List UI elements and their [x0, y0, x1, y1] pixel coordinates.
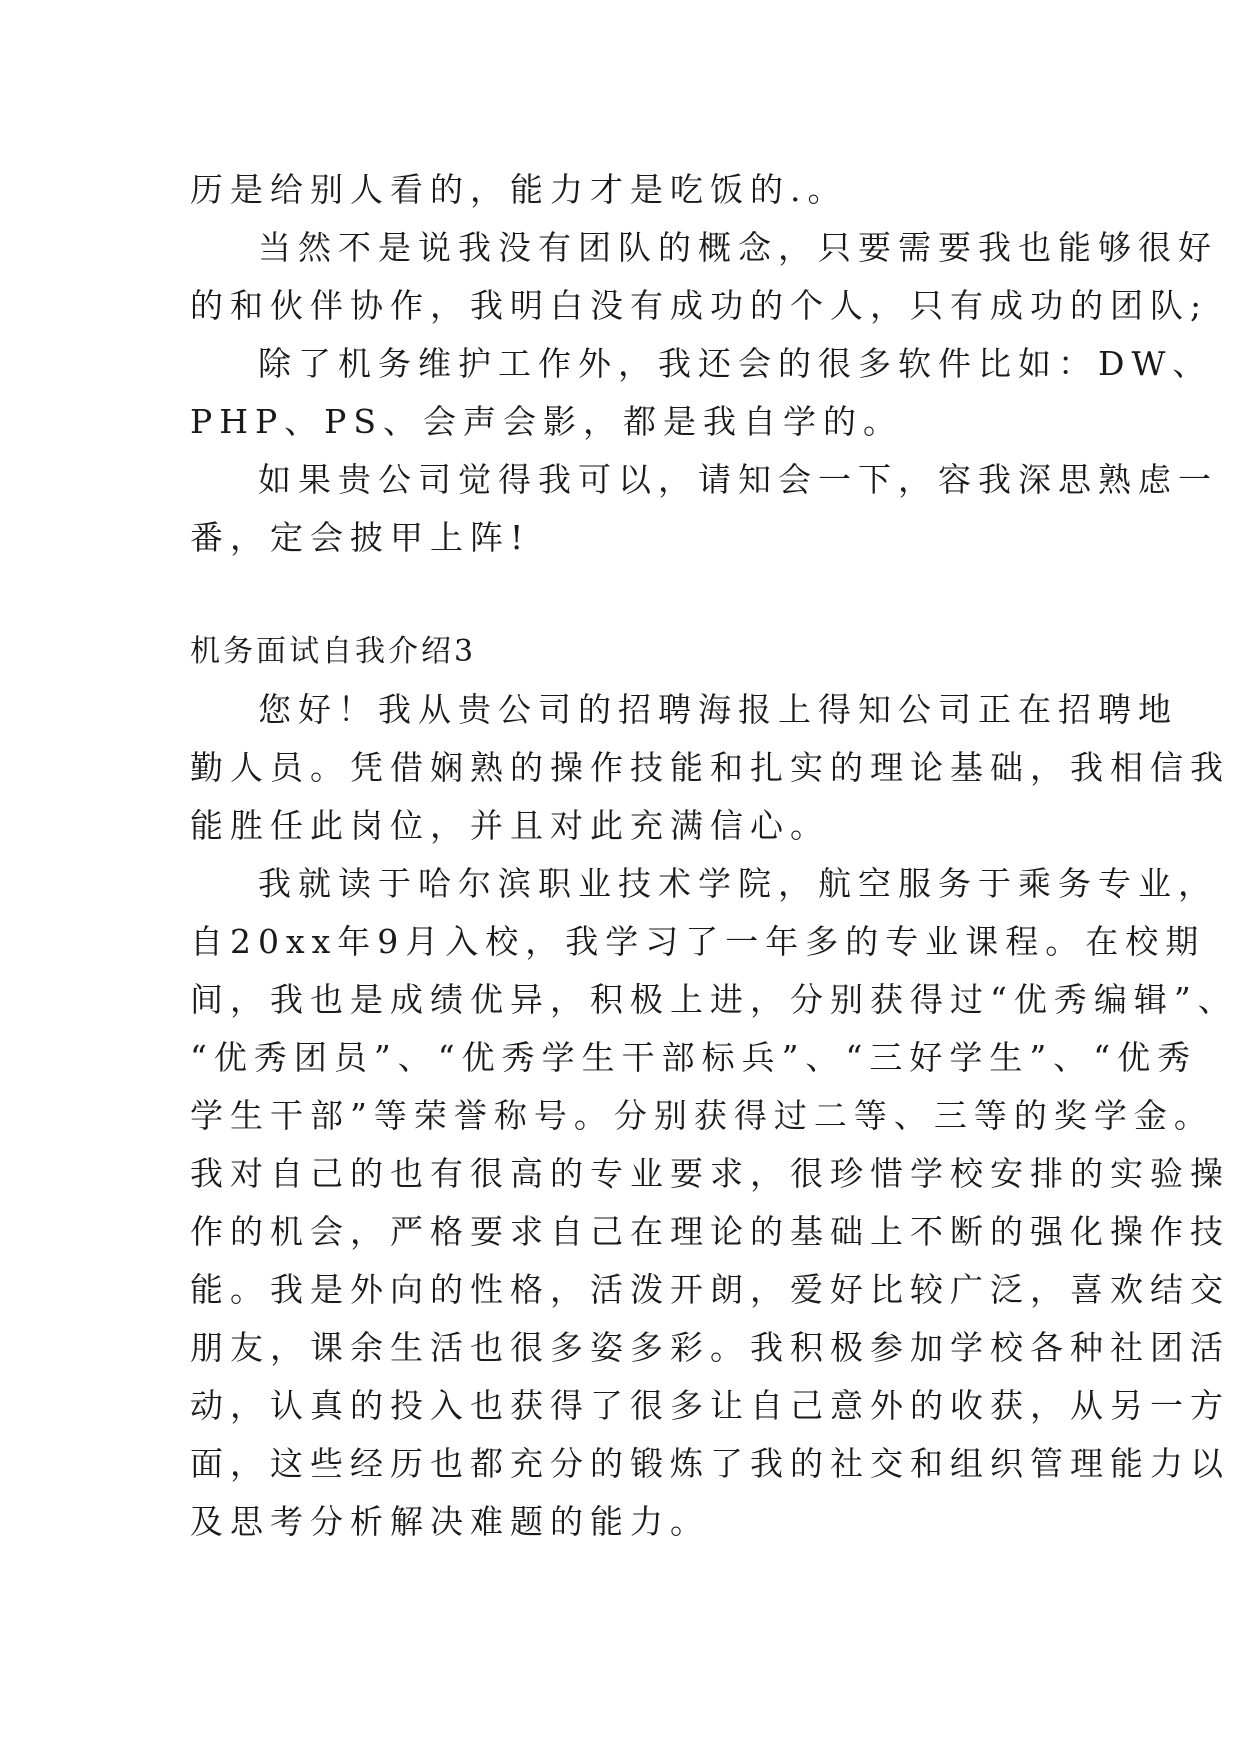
paragraph-line: 当然不是说我没有团队的概念，只要需要我也能够很好 — [258, 228, 1218, 267]
paragraph-line: 朋友，课余生活也很多姿多彩。我积极参加学校各种社团活 — [190, 1328, 1230, 1367]
paragraph-line: 历是给别人看的，能力才是吃饭的.。 — [190, 170, 848, 209]
paragraph-line: 我对自己的也有很高的专业要求，很珍惜学校安排的实验操 — [190, 1154, 1230, 1193]
paragraph-line: 学生干部”等荣誉称号。分别获得过二等、三等的奖学金。 — [190, 1096, 1214, 1135]
paragraph-line: 您好！我从贵公司的招聘海报上得知公司正在招聘地 — [258, 690, 1178, 729]
paragraph-line: 能。我是外向的性格，活泼开朗，爱好比较广泛，喜欢结交 — [190, 1270, 1230, 1309]
paragraph-line: 如果贵公司觉得我可以，请知会一下，容我深思熟虑一 — [258, 460, 1218, 499]
paragraph-line: 间，我也是成绩优异，积极上进，分别获得过“优秀编辑”、 — [190, 980, 1238, 1019]
section-heading: 机务面试自我介绍3 — [190, 634, 477, 669]
paragraph-line: 作的机会，严格要求自己在理论的基础上不断的强化操作技 — [190, 1212, 1230, 1251]
paragraph-line: 动，认真的投入也获得了很多让自己意外的收获，从另一方 — [190, 1386, 1230, 1425]
paragraph-line: 番，定会披甲上阵! — [190, 518, 531, 557]
paragraph-line: 我就读于哈尔滨职业技术学院，航空服务于乘务专业， — [258, 864, 1218, 903]
paragraph-line: 的和伙伴协作，我明白没有成功的个人，只有成功的团队; — [190, 286, 1209, 325]
paragraph-line: 自20xx年9月入校，我学习了一年多的专业课程。在校期 — [190, 922, 1206, 961]
paragraph-line: 除了机务维护工作外，我还会的很多软件比如：DW、 — [258, 344, 1213, 383]
paragraph-line: “优秀团员”、“优秀学生干部标兵”、“三好学生”、“优秀 — [190, 1038, 1198, 1077]
paragraph-line: 及思考分析解决难题的能力。 — [190, 1502, 710, 1541]
paragraph-line: 勤人员。凭借娴熟的操作技能和扎实的理论基础，我相信我 — [190, 748, 1230, 787]
paragraph-line: PHP、PS、会声会影，都是我自学的。 — [190, 402, 903, 441]
paragraph-line: 能胜任此岗位，并且对此充满信心。 — [190, 806, 830, 845]
paragraph-line: 面，这些经历也都充分的锻炼了我的社交和组织管理能力以 — [190, 1444, 1230, 1483]
